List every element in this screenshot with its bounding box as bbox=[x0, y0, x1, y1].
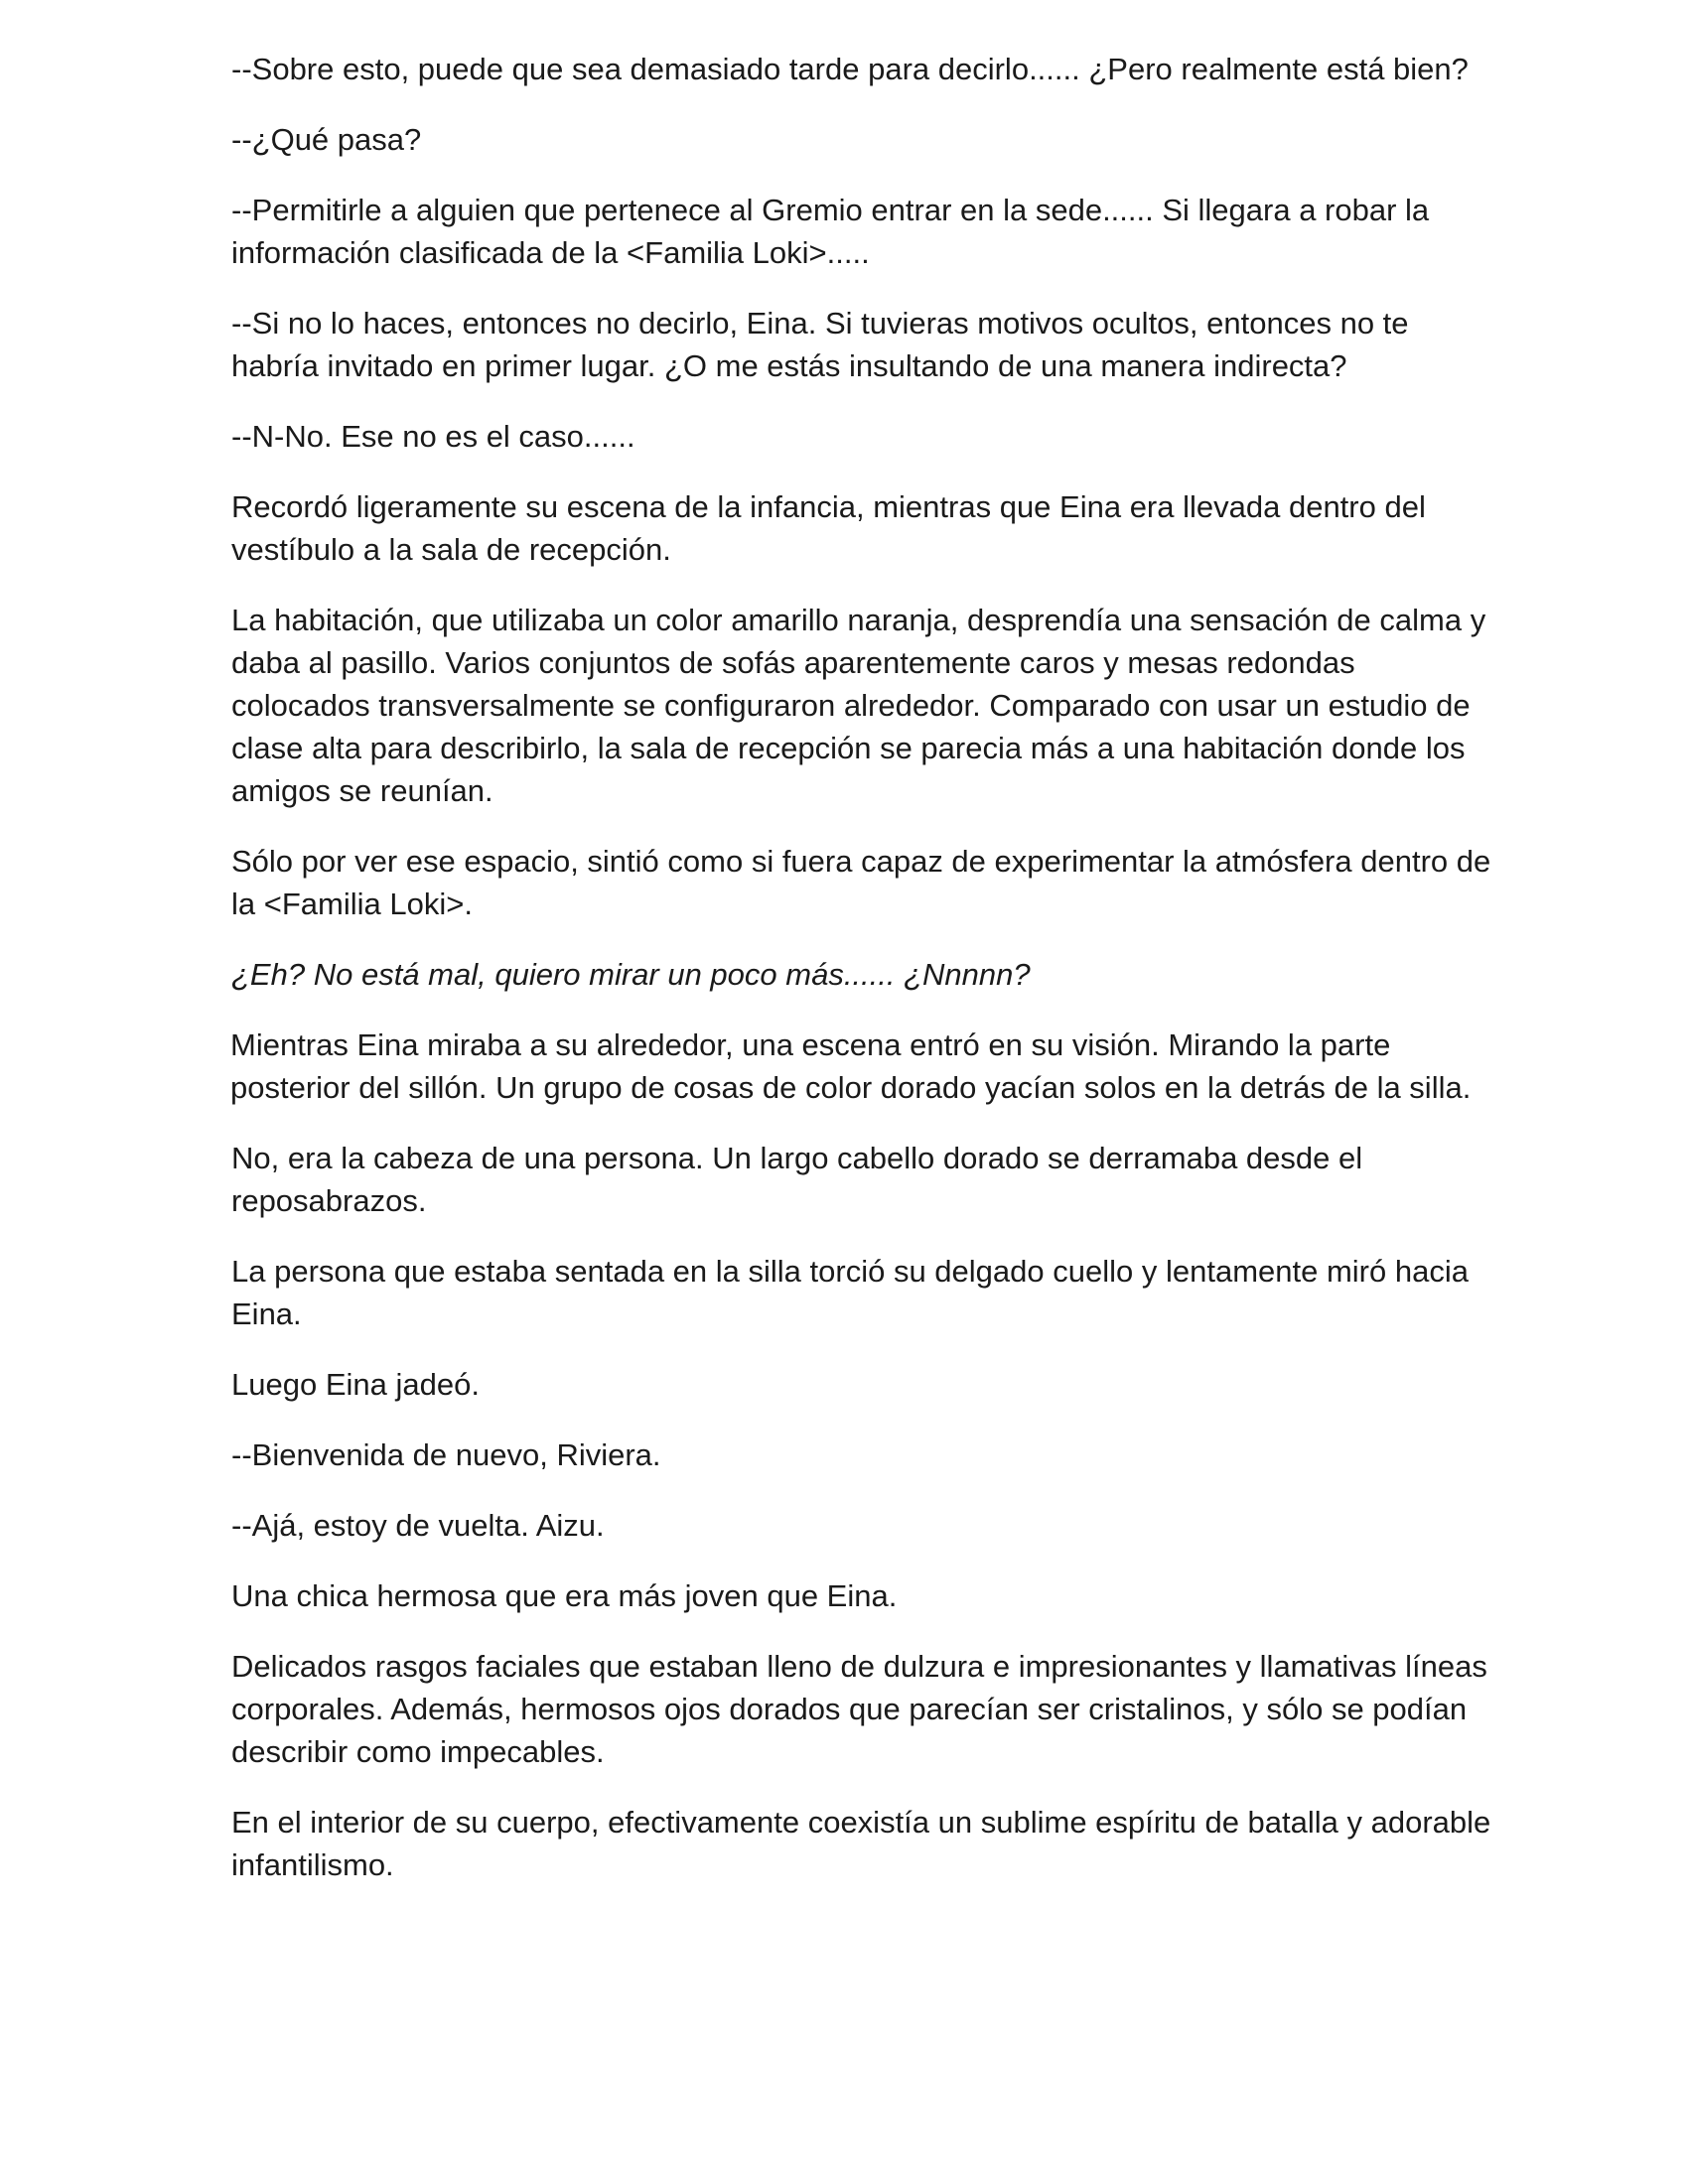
paragraph-18: En el interior de su cuerpo, efectivamente coexistía un sublime espíritu de batalla y adorable infantilismo. bbox=[231, 1805, 1491, 1882]
paragraph-16: Una chica hermosa que era más joven que Eina. bbox=[231, 1578, 898, 1613]
paragraph-15: --Ajá, estoy de vuelta. Aizu. bbox=[231, 1508, 605, 1543]
paragraph-3: --Permitirle a alguien que pertenece al Gremio entrar en la sede...... Si llegara a robar la información clasificada de la <Familia Loki>..... bbox=[231, 193, 1430, 270]
paragraph-13: Luego Eina jadeó. bbox=[231, 1367, 480, 1402]
paragraph-6: Recordó ligeramente su escena de la infancia, mientras que Eina era llevada dentro del vestíbulo a la sala de recepción. bbox=[231, 489, 1426, 567]
paragraph-5: --N-No. Ese no es el caso...... bbox=[231, 419, 635, 454]
paragraph-12: La persona que estaba sentada en la silla torció su delgado cuello y lentamente miró hacia Eina. bbox=[231, 1254, 1469, 1331]
paragraph-17: Delicados rasgos faciales que estaban lleno de dulzura e impresionantes y llamativas líneas corporales. Además, hermosos ojos dorados que parecían ser cristalinos, y sólo se podían describir como impecables. bbox=[231, 1649, 1487, 1769]
paragraph-9-thought: ¿Eh? No está mal, quiero mirar un poco más...... ¿Nnnnn? bbox=[231, 957, 1031, 992]
paragraph-1: --Sobre esto, puede que sea demasiado tarde para decirlo...... ¿Pero realmente está bien? bbox=[231, 52, 1469, 86]
paragraph-10: Mientras Eina miraba a su alrededor, una escena entró en su visión. Mirando la parte posterior del sillón. Un grupo de cosas de color dorado yacían solos en la detrás de la silla. bbox=[230, 1027, 1472, 1105]
paragraph-14: --Bienvenida de nuevo, Riviera. bbox=[231, 1437, 661, 1472]
paragraph-7: La habitación, que utilizaba un color amarillo naranja, desprendía una sensación de calma y daba al pasillo. Varios conjuntos de sofás aparentemente caros y mesas redondas colocados transversalmente se configuraron alrededor. Comparado con usar un estudio de clase alta para describirlo, la sala de recepción se parecia más a una habitación donde los amigos se reunían. bbox=[231, 603, 1486, 808]
paragraph-4: --Si no lo haces, entonces no decirlo, Eina. Si tuvieras motivos ocultos, entonces no te habría invitado en primer lugar. ¿O me estás insultando de una manera indirecta? bbox=[231, 306, 1409, 383]
paragraph-11: No, era la cabeza de una persona. Un largo cabello dorado se derramaba desde el reposabrazos. bbox=[231, 1141, 1363, 1218]
paragraph-8: Sólo por ver ese espacio, sintió como si fuera capaz de experimentar la atmósfera dentro de la <Familia Loki>. bbox=[231, 844, 1491, 921]
document-body bbox=[231, 48, 1492, 1914]
paragraph-2: --¿Qué pasa? bbox=[231, 122, 422, 157]
